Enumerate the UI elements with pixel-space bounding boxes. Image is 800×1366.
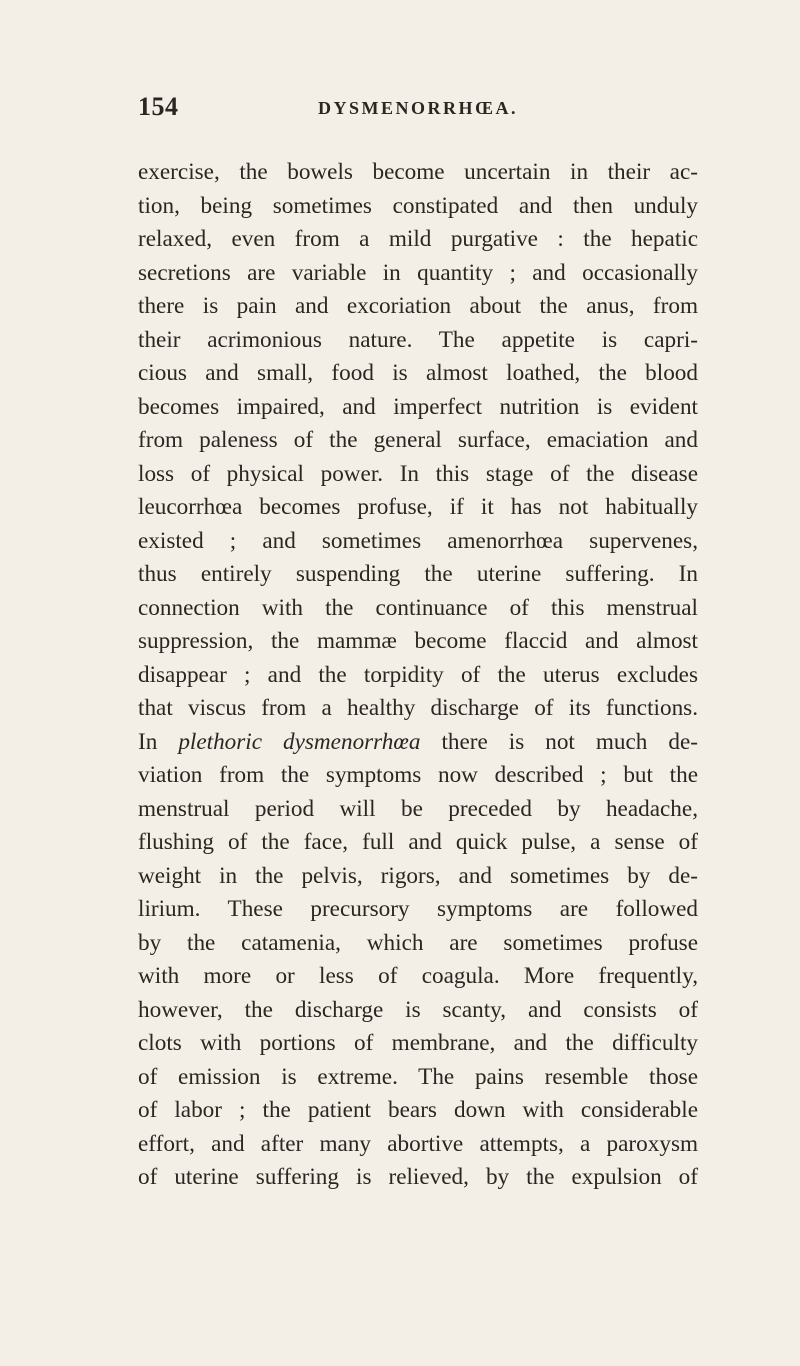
text-line: tion, being sometimes constipated and then unduly	[138, 192, 698, 219]
text-line: flushing of the face, full and quick pulse, a sense of	[138, 829, 698, 855]
text-line: loss of physical power. In this stage of the disease	[138, 460, 698, 487]
page-number: 154	[138, 92, 179, 121]
text-run: In	[138, 728, 179, 755]
text-line: however, the discharge is scanty, and consists of	[138, 996, 698, 1023]
text-line: thus entirely suspending the uterine suffering. In	[138, 561, 698, 587]
text-line: disappear ; and the torpidity of the uterus excludes	[138, 661, 698, 688]
text-line: menstrual period will be preceded by headache,	[138, 795, 698, 822]
text-line: effort, and after many abortive attempts, a paroxysm	[138, 1130, 698, 1157]
text-line: secretions are variable in quantity ; and occasionally	[138, 259, 698, 286]
text-line: clots with portions of membrane, and the difficulty	[138, 1030, 698, 1056]
page-header	[138, 92, 698, 132]
text-line: lirium. These precursory symptoms are followed	[138, 896, 698, 922]
text-run: there is not much de-	[420, 728, 698, 755]
text-line: relaxed, even from a mild purgative : the hepatic	[138, 226, 698, 252]
text-line: from paleness of the general surface, emaciation and	[138, 427, 698, 453]
text-line: leucorrhœa becomes profuse, if it has not habitually	[138, 494, 698, 520]
text-line: by the catamenia, which are sometimes profuse	[138, 929, 698, 956]
body-text	[138, 156, 698, 1195]
text-line: viation from the symptoms now described ; but the	[138, 762, 698, 788]
text-line: cious and small, food is almost loathed, the blood	[138, 360, 698, 386]
text-line: existed ; and sometimes amenorrhœa supervenes,	[138, 527, 698, 554]
text-line: there is pain and excoriation about the anus, from	[138, 293, 698, 319]
text-line: of uterine suffering is relieved, by the expulsion of	[138, 1164, 698, 1190]
italic-term: plethoric dysmenorrhœa	[178, 728, 421, 755]
running-head: DYSMENORRHŒA.	[317, 98, 518, 118]
text-line: that viscus from a healthy discharge of its functions.	[138, 695, 698, 721]
text-line: weight in the pelvis, rigors, and sometimes by de-	[138, 862, 698, 889]
text-line: connection with the continuance of this menstrual	[138, 594, 698, 621]
text-line: of labor ; the patient bears down with considerable	[138, 1097, 698, 1123]
text-line: their acrimonious nature. The appetite is capri-	[138, 326, 698, 353]
text-line: with more or less of coagula. More frequently,	[138, 963, 698, 989]
text-line: suppression, the mammæ become flaccid and almost	[138, 628, 698, 654]
text-line: exercise, the bowels become uncertain in their ac-	[138, 159, 698, 185]
paragraph-start-line	[138, 726, 698, 760]
text-line: becomes impaired, and imperfect nutrition is evident	[138, 393, 698, 420]
text-line: of emission is extreme. The pains resemble those	[138, 1063, 698, 1090]
